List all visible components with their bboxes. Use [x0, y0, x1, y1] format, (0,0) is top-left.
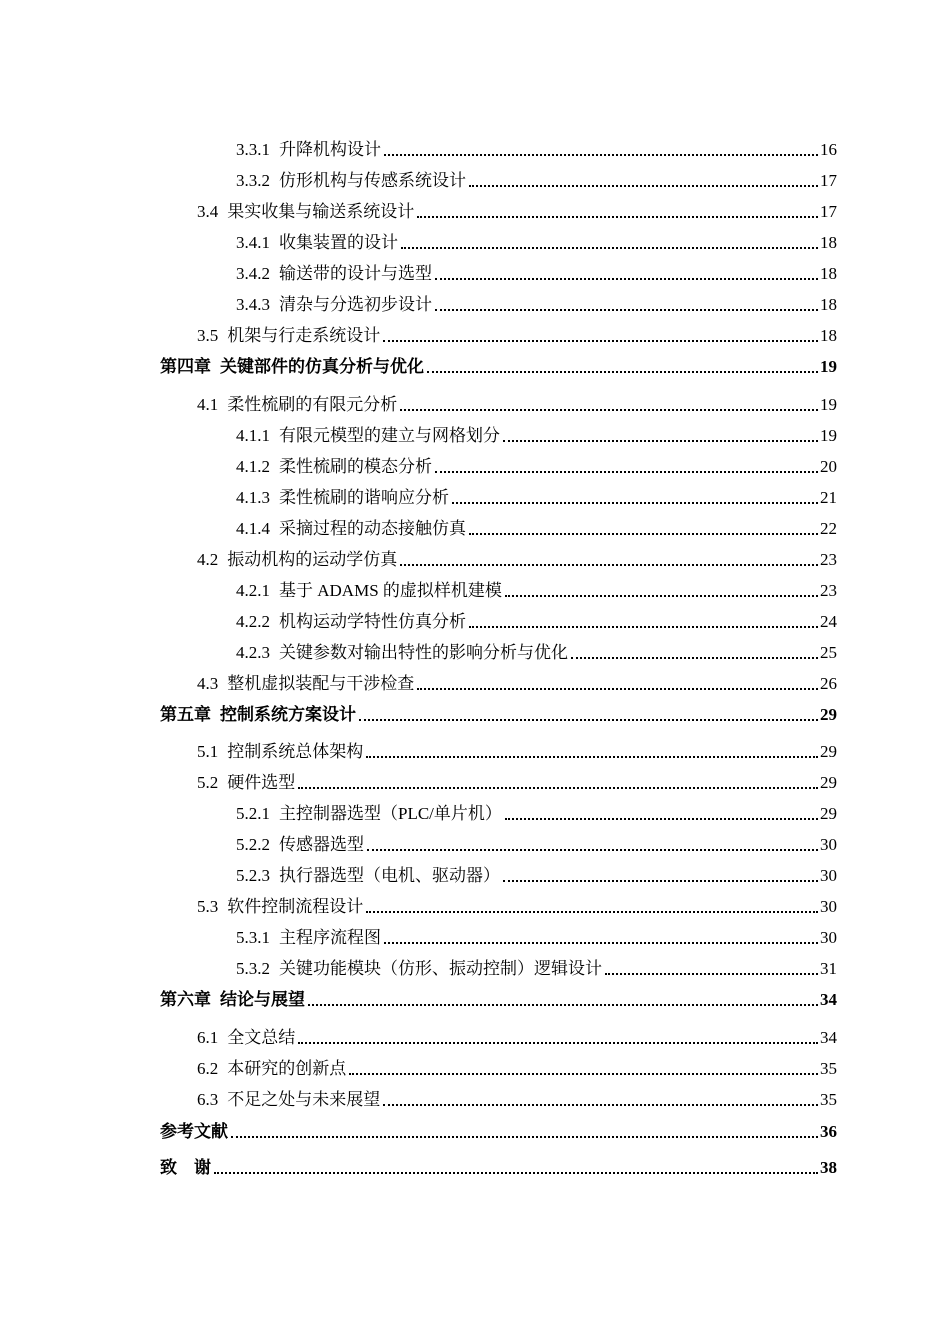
toc-entry-page-number: 20 — [820, 457, 837, 476]
toc-entry-page-number: 22 — [820, 519, 837, 538]
toc-entry-page-number: 35 — [820, 1090, 837, 1109]
toc-entry-number: 5.3.2 — [236, 959, 270, 978]
toc-entry-number: 5.1 — [197, 742, 219, 761]
toc-entry-heading — [236, 139, 381, 161]
toc-dot-leader — [435, 471, 818, 473]
toc-entry-page-number: 30 — [820, 928, 837, 947]
toc-entry-number: 4.1.1 — [236, 426, 270, 445]
toc-entry-number: 4.2.2 — [236, 612, 270, 631]
toc-dot-leader — [383, 340, 818, 342]
toc-entry-page-number: 18 — [820, 295, 837, 314]
toc-entry-heading — [236, 170, 466, 192]
toc-entry-heading — [197, 1089, 380, 1111]
toc-entry-heading — [197, 896, 363, 918]
toc-dot-leader — [231, 1136, 818, 1138]
toc-entry-page-number: 26 — [820, 674, 837, 693]
toc-dot-leader — [298, 787, 818, 789]
toc-entry-title: 柔性梳刷的模态分析 — [279, 457, 432, 476]
toc-dot-leader — [401, 247, 818, 249]
toc-entry-heading — [197, 1058, 346, 1080]
toc-entry[interactable] — [160, 1056, 837, 1080]
toc-entry-page-number: 18 — [820, 233, 837, 252]
toc-entry-heading — [236, 294, 432, 316]
toc-entry-title: 振动机构的运动学仿真 — [227, 550, 398, 569]
toc-entry-heading — [160, 1121, 228, 1143]
toc-entry-page-number: 29 — [820, 773, 837, 792]
toc-dot-leader — [383, 1104, 818, 1106]
toc-dot-leader — [384, 942, 818, 944]
toc-entry-title: 不足之处与未来展望 — [227, 1090, 381, 1109]
toc-entry-heading — [160, 704, 356, 726]
toc-entry-heading — [236, 611, 466, 633]
toc-entry-title: 柔性梳刷的谐响应分析 — [279, 488, 449, 507]
toc-entry[interactable] — [160, 1087, 837, 1111]
toc-dot-leader — [366, 756, 818, 758]
toc-entry-title: 结论与展望 — [220, 990, 305, 1009]
toc-entry-title: 果实收集与输送系统设计 — [227, 202, 415, 221]
toc-entry-page-number: 23 — [820, 550, 837, 569]
toc-entry-title: 本研究的创新点 — [227, 1059, 347, 1078]
toc-entry-title: 机架与行走系统设计 — [227, 326, 381, 345]
toc-dot-leader — [417, 688, 818, 690]
toc-dot-leader — [469, 533, 818, 535]
toc-entry-heading — [236, 232, 398, 254]
toc-entry[interactable] — [160, 137, 837, 161]
toc-entry-page-number: 19 — [820, 395, 837, 414]
toc-dot-leader — [505, 818, 818, 820]
toc-entry[interactable] — [160, 640, 837, 664]
toc-entry-heading — [236, 927, 381, 949]
toc-entry-heading — [197, 772, 295, 794]
toc-entry-heading — [236, 803, 502, 825]
toc-entry[interactable] — [160, 863, 837, 887]
toc-entry-page-number: 34 — [820, 990, 837, 1009]
toc-entry-title: 参考文献 — [160, 1122, 228, 1141]
toc-entry-title: 整机虚拟装配与干涉检查 — [227, 674, 415, 693]
toc-entry-page-number: 18 — [820, 264, 837, 283]
toc-entry-title: 软件控制流程设计 — [227, 897, 364, 916]
toc-entry-title: 输送带的设计与选型 — [279, 264, 432, 283]
toc-entry[interactable] — [160, 739, 837, 763]
toc-entry-page-number: 24 — [820, 612, 837, 631]
toc-entry-number: 3.4.3 — [236, 295, 270, 314]
toc-entry-number: 3.5 — [197, 326, 219, 345]
toc-entry-page-number: 17 — [820, 171, 837, 190]
toc-entry-page-number: 34 — [820, 1028, 837, 1047]
toc-entry-number: 6.3 — [197, 1090, 219, 1109]
toc-entry-title: 关键部件的仿真分析与优化 — [220, 357, 424, 376]
toc-entry-title: 有限元模型的建立与网格划分 — [279, 426, 500, 445]
toc-entry-heading — [236, 487, 449, 509]
toc-dot-leader — [308, 1004, 818, 1006]
toc-entry-title: 致 谢 — [160, 1158, 211, 1177]
toc-entry-heading — [236, 580, 502, 602]
toc-dot-leader — [349, 1073, 818, 1075]
toc-entry[interactable] — [160, 454, 837, 478]
toc-entry-page-number: 31 — [820, 959, 837, 978]
toc-entry-heading — [236, 865, 500, 887]
toc-entry-heading — [160, 989, 305, 1011]
toc-entry-heading — [197, 741, 363, 763]
toc-entry-page-number: 30 — [820, 897, 837, 916]
toc-entry-title: 清杂与分选初步设计 — [279, 295, 432, 314]
toc-dot-leader — [417, 216, 818, 218]
toc-entry-title: 执行器选型（电机、驱动器） — [279, 866, 500, 885]
toc-entry-number: 5.2.1 — [236, 804, 270, 823]
toc-entry[interactable] — [160, 354, 837, 378]
toc-entry-page-number: 19 — [820, 426, 837, 445]
toc-entry[interactable] — [160, 485, 837, 509]
toc-entry[interactable] — [160, 1025, 837, 1049]
toc-entry[interactable] — [160, 770, 837, 794]
toc-entry[interactable] — [160, 832, 837, 856]
toc-dot-leader — [452, 502, 818, 504]
toc-entry-title: 传感器选型 — [279, 835, 364, 854]
toc-entry-heading — [197, 394, 397, 416]
toc-entry-number: 4.1 — [197, 395, 219, 414]
toc-entry-number: 4.2.1 — [236, 581, 270, 600]
toc-entry-page-number: 17 — [820, 202, 837, 221]
toc-entry-title: 关键参数对输出特性的影响分析与优化 — [279, 643, 568, 662]
toc-entry[interactable] — [160, 199, 837, 223]
toc-entry-page-number: 23 — [820, 581, 837, 600]
toc-entry-heading — [160, 1157, 211, 1179]
toc-dot-leader — [359, 719, 818, 721]
toc-dot-leader — [435, 309, 818, 311]
toc-entry-heading — [236, 834, 364, 856]
toc-dot-leader — [469, 185, 818, 187]
toc-entry[interactable] — [160, 292, 837, 316]
toc-entry-heading — [236, 518, 466, 540]
toc-entry-number: 第六章 — [160, 990, 211, 1009]
toc-entry-number: 6.1 — [197, 1028, 219, 1047]
toc-dot-leader — [605, 973, 818, 975]
toc-entry[interactable] — [160, 1119, 837, 1143]
toc-entry-page-number: 19 — [820, 357, 837, 376]
toc-entry-title: 升降机构设计 — [279, 140, 381, 159]
toc-entry-title: 基于 ADAMS 的虚拟样机建模 — [279, 581, 502, 600]
toc-entry[interactable] — [160, 423, 837, 447]
toc-entry[interactable] — [160, 230, 837, 254]
toc-entry[interactable] — [160, 323, 837, 347]
toc-entry[interactable] — [160, 956, 837, 980]
toc-entry-number: 5.3 — [197, 897, 219, 916]
toc-entry-heading — [236, 642, 568, 664]
toc-entry-title: 控制系统总体架构 — [227, 742, 364, 761]
toc-entry-heading — [236, 425, 500, 447]
toc-entry-title: 机构运动学特性仿真分析 — [279, 612, 466, 631]
toc-dot-leader — [298, 1042, 818, 1044]
toc-entry-heading — [197, 549, 397, 571]
toc-dot-leader — [366, 911, 818, 913]
toc-dot-leader — [503, 440, 818, 442]
toc-entry-number: 5.2.3 — [236, 866, 270, 885]
toc-entry-page-number: 29 — [820, 742, 837, 761]
toc-entry-heading — [236, 456, 432, 478]
toc-dot-leader — [505, 595, 818, 597]
toc-entry[interactable] — [160, 671, 837, 695]
toc-entry-title: 硬件选型 — [227, 773, 296, 792]
toc-entry[interactable] — [160, 894, 837, 918]
toc-entry[interactable] — [160, 168, 837, 192]
toc-dot-leader — [214, 1172, 818, 1174]
toc-entry-page-number: 30 — [820, 866, 837, 885]
toc-entry[interactable] — [160, 392, 837, 416]
toc-entry-number: 4.2 — [197, 550, 219, 569]
toc-entry[interactable] — [160, 925, 837, 949]
toc-entry-page-number: 36 — [820, 1122, 837, 1141]
toc-dot-leader — [427, 371, 818, 373]
toc-entry-number: 5.2 — [197, 773, 219, 792]
toc-entry-number: 3.4 — [197, 202, 219, 221]
toc-entry-heading — [160, 356, 424, 378]
toc-dot-leader — [400, 564, 818, 566]
toc-entry-number: 3.4.1 — [236, 233, 270, 252]
toc-entry-heading — [197, 1027, 295, 1049]
toc-entry-number: 3.3.1 — [236, 140, 270, 159]
toc-entry-number: 第五章 — [160, 705, 211, 724]
toc-entry-page-number: 18 — [820, 326, 837, 345]
toc-entry-title: 柔性梳刷的有限元分析 — [227, 395, 398, 414]
toc-entry-number: 5.3.1 — [236, 928, 270, 947]
toc-entry-page-number: 29 — [820, 804, 837, 823]
toc-dot-leader — [469, 626, 818, 628]
toc-entry-page-number: 35 — [820, 1059, 837, 1078]
toc-entry-page-number: 38 — [820, 1158, 837, 1177]
toc-entry[interactable] — [160, 987, 837, 1011]
toc-entry-title: 采摘过程的动态接触仿真 — [279, 519, 466, 538]
toc-entry-number: 4.2.3 — [236, 643, 270, 662]
toc-entry-page-number: 25 — [820, 643, 837, 662]
toc-entry[interactable] — [160, 547, 837, 571]
toc-entry-title: 关键功能模块（仿形、振动控制）逻辑设计 — [279, 959, 602, 978]
toc-entry-number: 3.3.2 — [236, 171, 270, 190]
toc-dot-leader — [384, 154, 818, 156]
toc-entry-number: 4.1.2 — [236, 457, 270, 476]
toc-entry-heading — [197, 325, 380, 347]
toc-dot-leader — [435, 278, 818, 280]
toc-entry-number: 3.4.2 — [236, 264, 270, 283]
toc-entry-title: 控制系统方案设计 — [220, 705, 356, 724]
toc-entry-number: 5.2.2 — [236, 835, 270, 854]
toc-entry[interactable] — [160, 516, 837, 540]
toc-entry-number: 4.3 — [197, 674, 219, 693]
toc-dot-leader — [503, 880, 818, 882]
toc-dot-leader — [400, 409, 818, 411]
toc-entry-number: 4.1.4 — [236, 519, 270, 538]
toc-entry[interactable] — [160, 578, 837, 602]
toc-entry-page-number: 29 — [820, 705, 837, 724]
toc-entry-number: 4.1.3 — [236, 488, 270, 507]
toc-entry-title: 主控制器选型（PLC/单片机） — [279, 804, 502, 823]
toc-entry-title: 全文总结 — [227, 1028, 296, 1047]
toc-entry[interactable] — [160, 609, 837, 633]
toc-entry[interactable] — [160, 261, 837, 285]
toc-entry-heading — [236, 958, 602, 980]
toc-entry[interactable] — [160, 801, 837, 825]
toc-entry-heading — [197, 201, 414, 223]
toc-entry-page-number: 30 — [820, 835, 837, 854]
toc-entry-heading — [197, 673, 414, 695]
toc-entry[interactable] — [160, 1155, 837, 1179]
toc-entry[interactable] — [160, 702, 837, 726]
toc-entry-title: 收集装置的设计 — [279, 233, 398, 252]
toc-entry-title: 仿形机构与传感系统设计 — [279, 171, 466, 190]
toc-dot-leader — [367, 849, 818, 851]
toc-entry-heading — [236, 263, 432, 285]
toc-entry-number: 6.2 — [197, 1059, 219, 1078]
toc-entry-page-number: 21 — [820, 488, 837, 507]
toc-entry-page-number: 16 — [820, 140, 837, 159]
toc-entry-number: 第四章 — [160, 357, 211, 376]
toc-dot-leader — [571, 657, 818, 659]
toc-entry-title: 主程序流程图 — [279, 928, 381, 947]
